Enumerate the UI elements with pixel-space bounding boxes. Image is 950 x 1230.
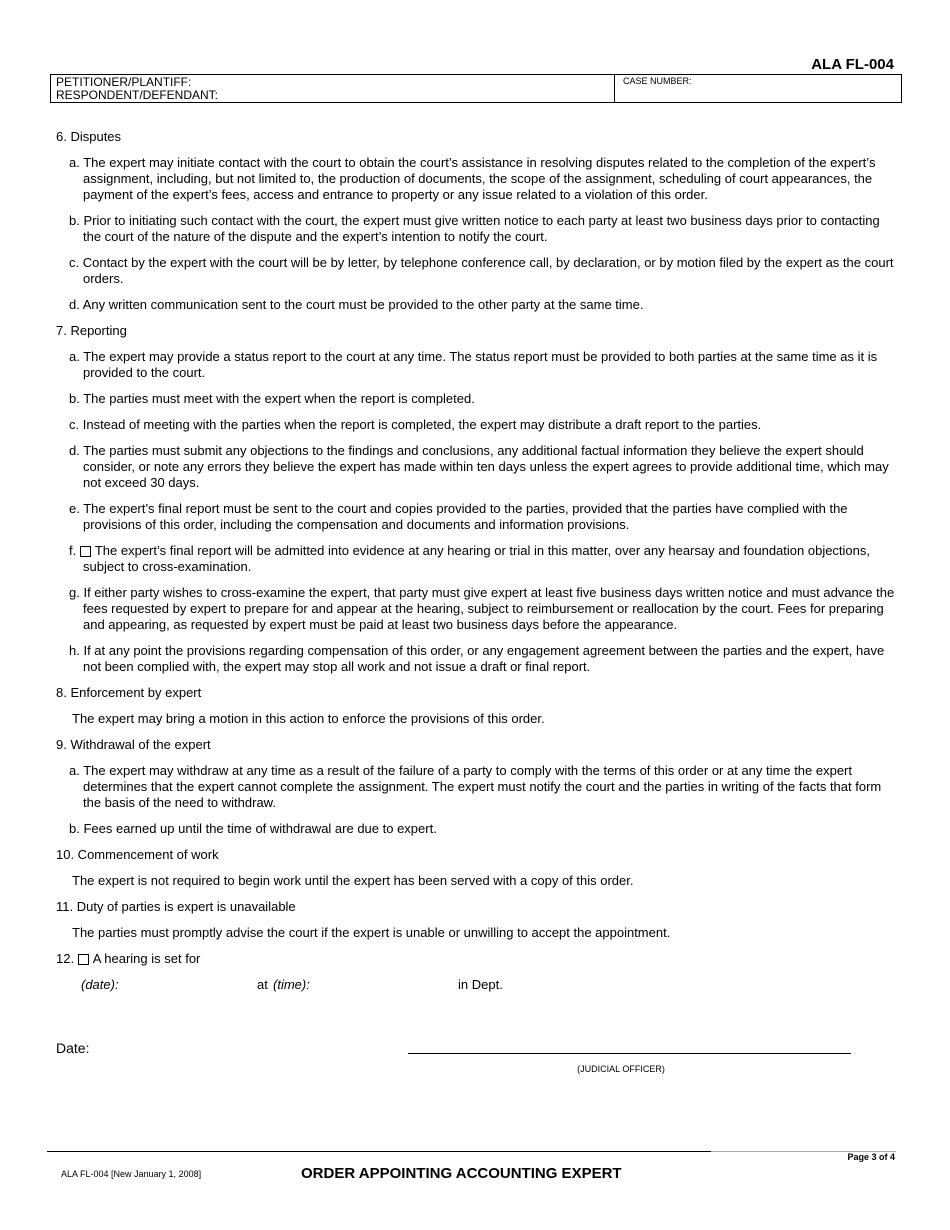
section-6b: b. Prior to initiating such contact with the court, the expert must give written notice to each party at least two business days prior to contacting the court of the nature of the dispute and the expert’s intention to notify the court. xyxy=(69,213,880,244)
section-6c: c. Contact by the expert with the court will be by letter, by telephone conference call, by declaration, or by motion filed by the expert as the court orders. xyxy=(69,255,894,286)
section-12-title xyxy=(56,951,896,967)
footer-form-code: ALA FL-004 [New January 1, 2008] xyxy=(61,1169,202,1179)
signature-date-label: Date: xyxy=(56,1040,90,1056)
section-7d: d. The parties must submit any objections to the findings and conclusions, any additional factual information they believe the expert should consider, or note any errors they believe the expert has made within ten days unless the expert agrees to provide additional time, which may not exceed 30 days. xyxy=(69,443,889,490)
section-8-title: 8. Enforcement by expert xyxy=(56,685,202,700)
section-6a: a. The expert may initiate contact with the court to obtain the court’s assistance in resolving disputes related to the completion of the expert’s assignment, including, but not limited to, the production of documents, the scope of the assignment, scheduling of court appearances, the payment of the expert’s fees, access and entrance to property or any issue related to a violation of this order. xyxy=(69,155,876,202)
section-12-prefix: 12. xyxy=(56,951,75,966)
section-7h: h. If at any point the provisions regarding compensation of this order, or any engagement agreement between the parties and the expert, have not been complied with, the expert may stop all work and not issue a draft or final report. xyxy=(69,643,885,674)
judicial-officer-label: (JUDICIAL OFFICER) xyxy=(577,1064,665,1074)
section-7f xyxy=(69,543,896,575)
section-7-title: 7. Reporting xyxy=(56,323,127,338)
hearing-date-label: (date): xyxy=(81,977,119,992)
petitioner-label: PETITIONER/PLANTIFF: xyxy=(56,75,192,89)
form-id: ALA FL-004 xyxy=(811,56,894,73)
hearing-dept-label: in Dept. xyxy=(458,977,503,992)
section-8-text: The expert may bring a motion in this action to enforce the provisions of this order. xyxy=(72,711,545,726)
section-7c: c. Instead of meeting with the parties when the report is completed, the expert may distribute a draft report to the parties. xyxy=(69,417,762,432)
caption-box xyxy=(50,74,902,103)
hearing-at-label: at xyxy=(257,977,268,992)
order-body xyxy=(56,129,896,995)
section-7e: e. The expert’s final report must be sent to the court and copies provided to the parties, provided that the parties have complied with the provisions of this order, including the compensation and documents and information provisions. xyxy=(69,501,848,532)
section-9a: a. The expert may withdraw at any time as a result of the failure of a party to comply with the terms of this order or at any time the expert determines that the expert cannot complete the assignment. The expert must notify the court and the parties in writing of the facts that form the basis of the need to withdraw. xyxy=(69,763,882,810)
section-9-title: 9. Withdrawal of the expert xyxy=(56,737,211,752)
page-number: Page 3 of 4 xyxy=(847,1152,895,1162)
section-7g: g. If either party wishes to cross-examine the expert, that party must give expert at least five business days written notice and must advance the fees requested by expert to prepare for and appear at the hearing, subject to reimbursement or reallocation by the court. Fees for preparing and appearing, as requested by expert must be paid at least two business days before the appearance. xyxy=(69,585,895,632)
hearing-details xyxy=(56,977,896,995)
section-7f-prefix: f. xyxy=(69,543,77,558)
section-11-title: 11. Duty of parties is expert is unavailable xyxy=(56,899,296,914)
respondent-label: RESPONDENT/DEFENDANT: xyxy=(56,88,219,102)
section-6d: d. Any written communication sent to the court must be provided to the other party at the same time. xyxy=(69,297,644,312)
section-6-title: 6. Disputes xyxy=(56,129,122,144)
footer-title: ORDER APPOINTING ACCOUNTING EXPERT xyxy=(301,1165,622,1182)
case-number-label: CASE NUMBER: xyxy=(623,76,692,86)
signature-line xyxy=(408,1053,851,1054)
footer-rule xyxy=(47,1151,711,1152)
section-10-title: 10. Commencement of work xyxy=(56,847,219,862)
party-names-cell xyxy=(51,75,615,102)
section-7f-checkbox[interactable] xyxy=(80,546,91,557)
section-7f-text: The expert’s final report will be admitted into evidence at any hearing or trial in this matter, over any hearsay and foundation objections, subject to cross-examination. xyxy=(83,543,871,574)
hearing-checkbox[interactable] xyxy=(78,954,89,965)
section-9b: b. Fees earned up until the time of withdrawal are due to expert. xyxy=(69,821,437,836)
section-7a: a. The expert may provide a status report to the court at any time. The status report must be provided to both parties at the same time as it is provided to the court. xyxy=(69,349,878,380)
section-11-text: The parties must promptly advise the court if the expert is unable or unwilling to accept the appointment. xyxy=(72,925,671,940)
section-7b: b. The parties must meet with the expert when the report is completed. xyxy=(69,391,475,406)
section-10-text: The expert is not required to begin work until the expert has been served with a copy of this order. xyxy=(72,873,634,888)
hearing-time-label: (time): xyxy=(273,977,310,992)
hearing-label: A hearing is set for xyxy=(92,951,201,966)
